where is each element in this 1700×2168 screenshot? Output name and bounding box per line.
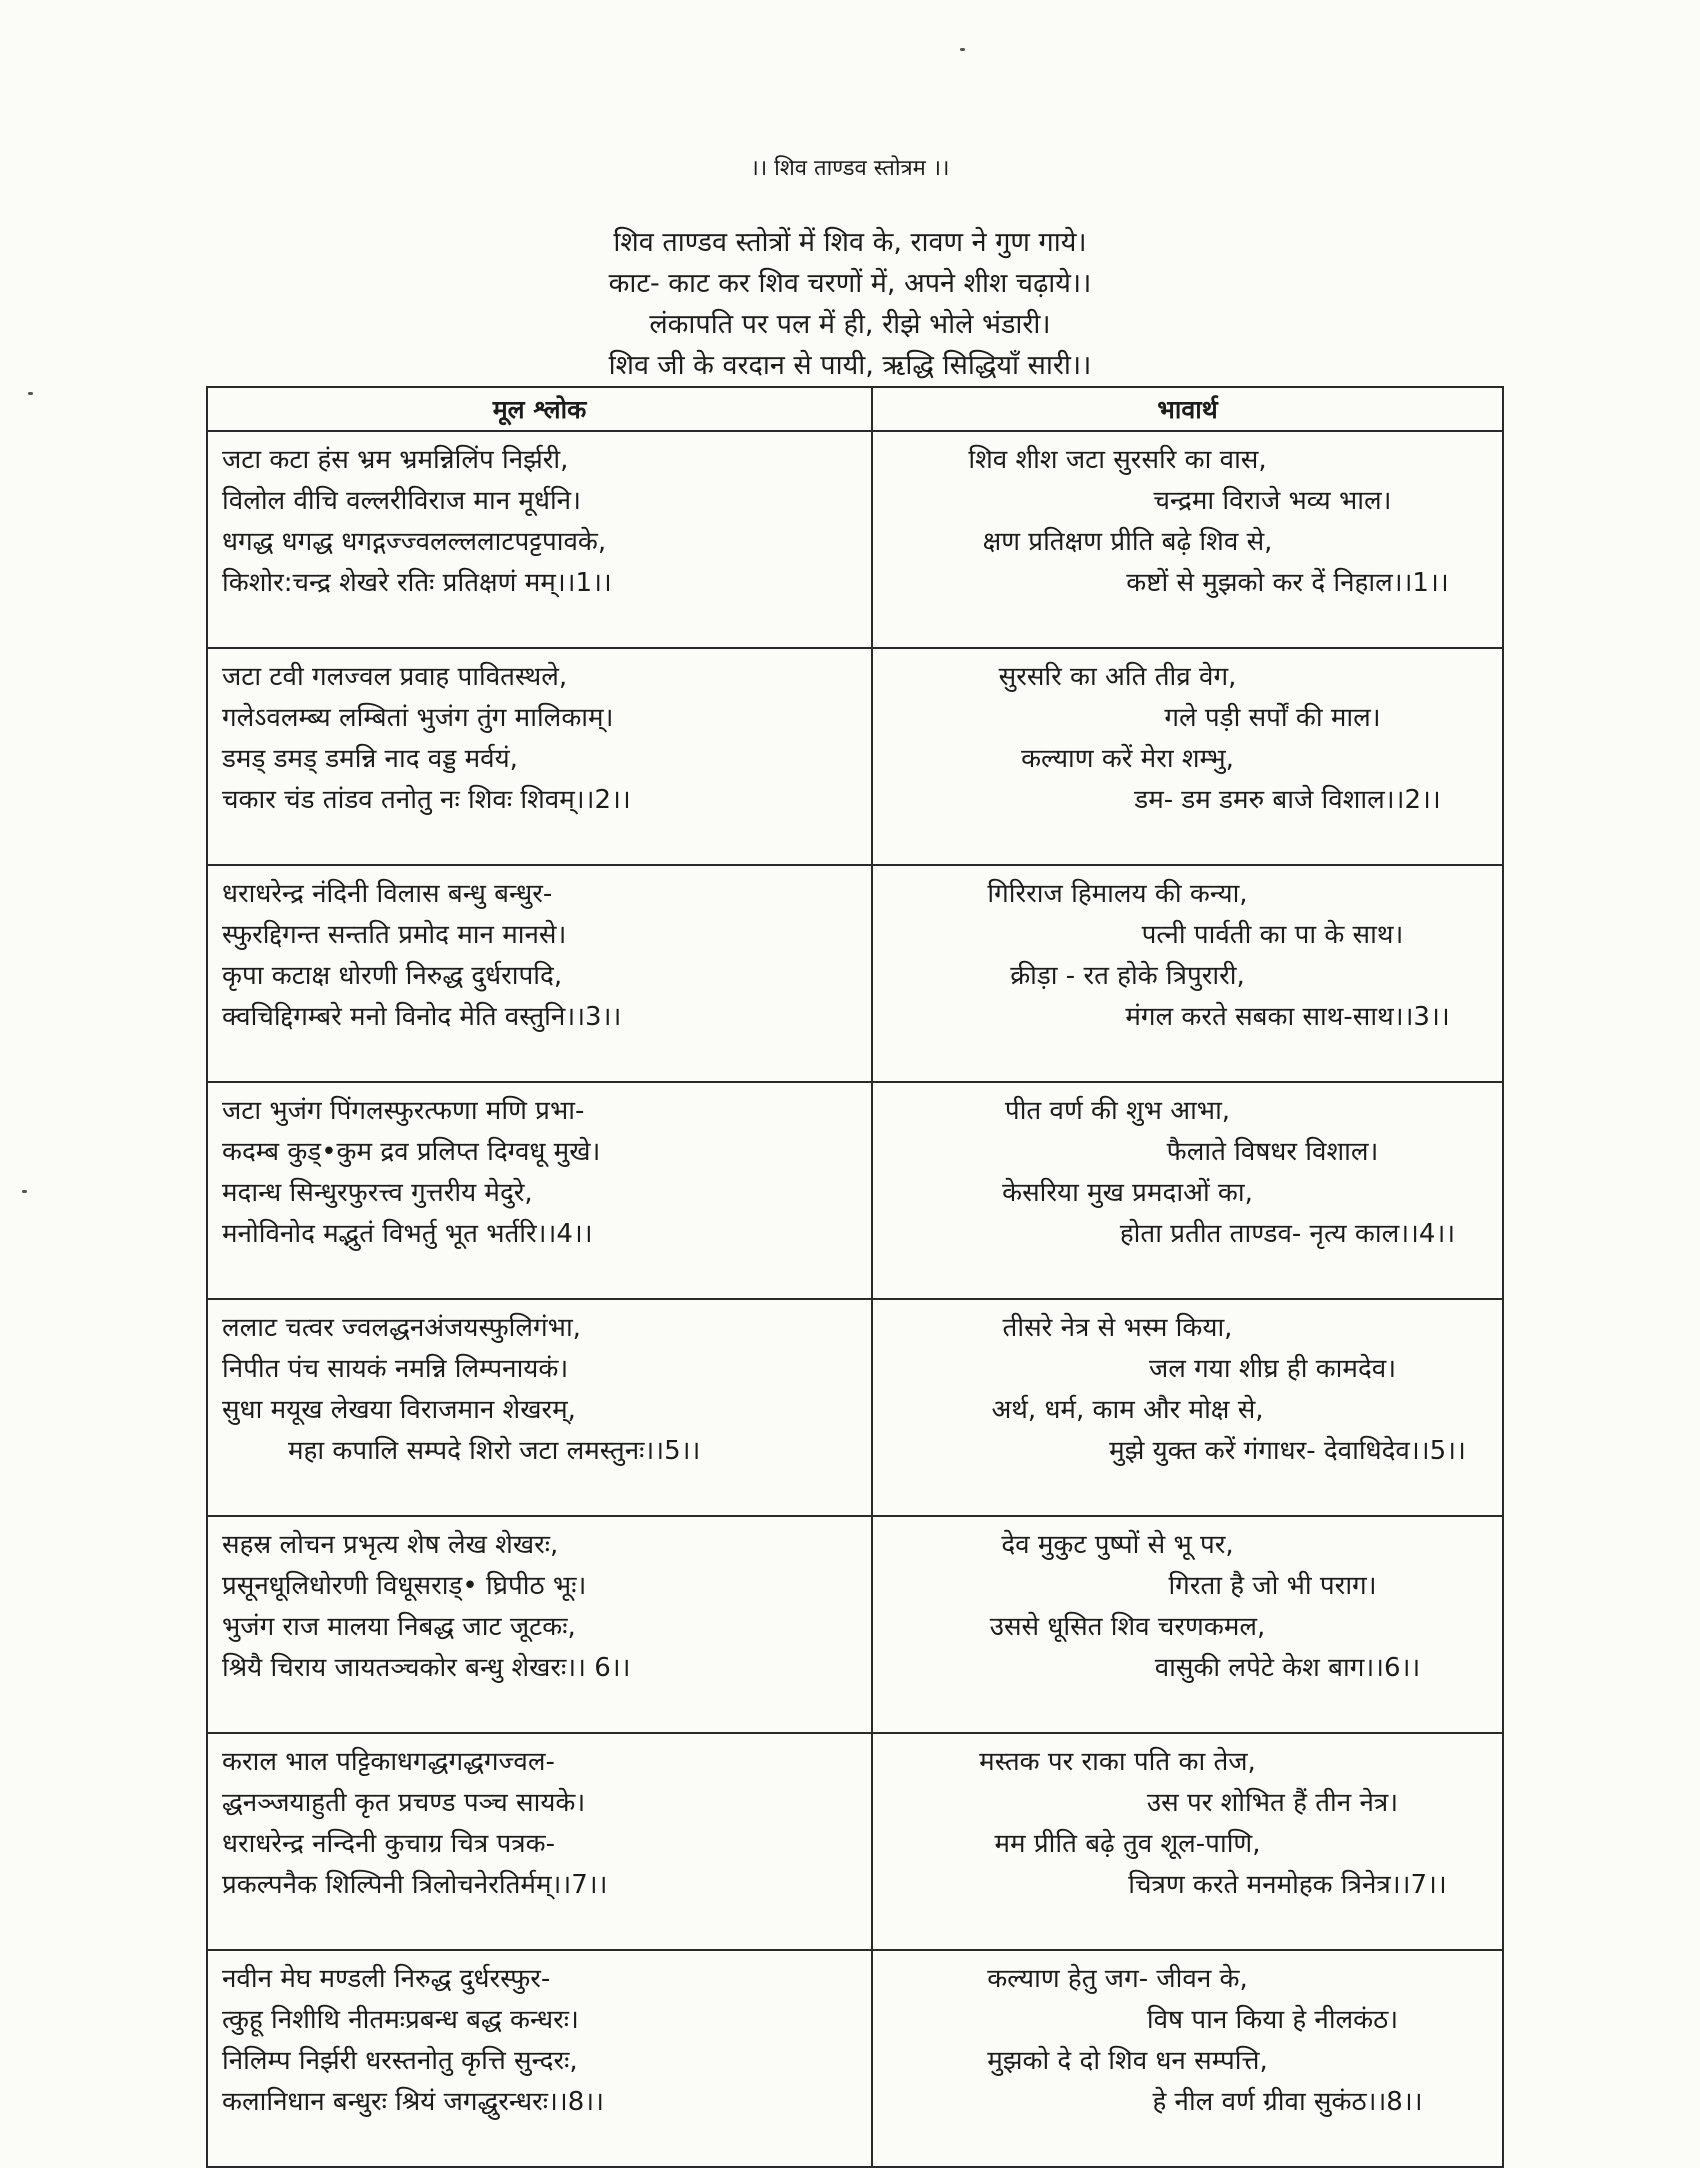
shloka-line: निलिम्प निर्झरी धरस्तनोतु कृत्ति सुन्दरः, [222,2046,578,2076]
shloka-line: किशोर:चन्द्र शेखरे रतिः प्रतिक्षणं मम्।।1।। [222,568,612,598]
meaning-line: वासुकी लपेटे केश बाग।।6।। [1154,1653,1421,1683]
shloka-line: कराल भाल पट्टिकाधगद्धगद्धगज्वल- [222,1747,555,1777]
shloka-line: जटा टवी गलज्वल प्रवाह पावितस्थले, [222,662,568,692]
shloka-line: धराधरेन्द्र नंदिनी विलास बन्धु बन्धुर- [222,879,553,909]
meaning-line: सुरसरि का अति तीव्र वेग, [998,662,1237,692]
meaning-line: हे नील वर्ण ग्रीवा सुकंठ।।8।। [1152,2087,1423,2117]
meaning-cell [872,1733,1503,1950]
scan-speck [960,48,965,51]
meaning-line: मम प्रीति बढ़े तुव शूल-पाणि, [994,1829,1261,1859]
shloka-line: धराधरेन्द्र नन्दिनी कुचाग्र चित्र पत्रक- [222,1829,555,1859]
original-shloka-cell [207,1299,872,1516]
original-shloka-cell [207,431,872,648]
table-row [207,1516,1503,1733]
meaning-line: पीत वर्ण की शुभ आभा, [1004,1096,1231,1126]
meaning-line: तीसरे नेत्र से भस्म किया, [1002,1313,1233,1343]
meaning-line: पत्नी पार्वती का पा के साथ। [1141,920,1404,950]
meaning-cell [872,1082,1503,1299]
shloka-line: भुजंग राज मालया निबद्ध जाट जूटकः, [222,1612,576,1642]
meaning-line: गले पड़ी सर्पों की माल। [1164,703,1381,733]
meaning-cell [872,1950,1503,2167]
shloka-line: विलोल वीचि वल्लरीविराज मान मूर्धनि। [222,486,581,516]
shloka-line: प्रसूनधूलिधोरणी विधूसराड्• घ्रिपीठ भूः। [222,1571,587,1601]
original-shloka-cell [207,1082,872,1299]
meaning-cell [872,431,1503,648]
meaning-line: कल्याण हेतु जग- जीवन के, [987,1964,1248,1994]
intro-line: शिव ताण्डव स्तोत्रों में शिव के, रावण ने गुण गाये। [613,227,1087,258]
meaning-line: उससे धूसित शिव चरणकमल, [989,1612,1266,1642]
meaning-line: जल गया शीघ्र ही कामदेव। [1148,1354,1397,1384]
scan-speck [22,1190,27,1193]
scan-speck [28,392,33,395]
table-row [207,1733,1503,1950]
shloka-line: कृपा कटाक्ष धोरणी निरुद्ध दुर्धरापदि, [222,961,563,991]
meaning-line: शिव शीश जटा सुरसरि का वास, [968,445,1267,475]
shloka-line: क्वचिद्दिगम्बरे मनो विनोद मेति वस्तुनि।।3।। [222,1002,622,1032]
meaning-line: अर्थ, धर्म, काम और मोक्ष से, [991,1395,1264,1425]
meaning-line: चित्रण करते मनमोहक त्रिनेत्र।।7।। [1128,1870,1447,1900]
meaning-line: कष्टों से मुझको कर दें निहाल।।1।। [1126,568,1449,598]
meaning-line: डम- डम डमरु बाजे विशाल।।2।। [1134,785,1441,815]
shloka-line: कलानिधान बन्धुरः श्रियं जगद्धुरन्धरः।।8।। [222,2087,604,2117]
shloka-line: मदान्ध सिन्धुरफुरत्त्व गुत्तरीय मेदुरे, [222,1178,533,1208]
intro-line: काट- काट कर शिव चरणों में, अपने शीश चढ़ाये।। [608,268,1092,299]
meaning-cell [872,1516,1503,1733]
table-row [207,865,1503,1082]
shloka-line: मनोविनोद मद्भुतं विभर्तु भूत भर्तरि।।4।। [222,1219,593,1249]
table-row [207,1299,1503,1516]
meaning-cell [872,648,1503,865]
meaning-line: होता प्रतीत ताण्डव- नृत्य काल।।4।। [1119,1219,1456,1249]
shloka-line: नवीन मेघ मण्डली निरुद्ध दुर्धरस्फुर- [222,1964,551,1994]
page-title: ।। शिव ताण्डव स्तोत्रम ।। [750,156,950,181]
meaning-line: फैलाते विषधर विशाल। [1166,1137,1379,1167]
meaning-line: कल्याण करें मेरा शम्भु, [1021,744,1234,774]
shloka-line: महा कपालि सम्पदे शिरो जटा लमस्तुनः।।5।। [288,1436,701,1466]
meaning-line: मुझको दे दो शिव धन सम्पत्ति, [987,2046,1268,2076]
shloka-line: सुधा मयूख लेखया विराजमान शेखरम्, [222,1395,576,1425]
intro-verse [0,222,1700,386]
shloka-line: गलेऽवलम्ब्य लम्बितां भुजंग तुंग मालिकाम्। [222,703,614,733]
table-row [207,1950,1503,2167]
meaning-line: मुझे युक्त करें गंगाधर- देवाधिदेव।।5।। [1109,1436,1466,1466]
shloka-line: धगद्ध धगद्ध धगद्गज्ज्वलल्ललाटपट्टपावके, [222,527,607,557]
shloka-line: चकार चंड तांडव तनोतु नः शिवः शिवम्।।2।। [222,785,631,815]
shloka-line: द्धनञ्जयाहुती कृत प्रचण्ड पञ्च सायके। [222,1788,586,1818]
meaning-line: विष पान किया हे नीलकंठ। [1146,2005,1399,2035]
meaning-line: मंगल करते सबका साथ-साथ।।3।। [1125,1002,1450,1032]
shloka-line: जटा भुजंग पिंगलस्फुरत्फणा मणि प्रभा- [222,1096,585,1126]
meaning-line: क्रीड़ा - रत होके त्रिपुरारी, [1010,961,1245,991]
shloka-line: कदम्ब कुड्•कुम द्रव प्रलिप्त दिग्वधू मुखे। [222,1137,601,1167]
shloka-line: डमड् डमड् डमन्नि नाद वड्ड मर्वयं, [222,744,518,774]
meaning-line: चन्द्रमा विराजे भव्य भाल। [1153,486,1392,516]
meaning-line: गिरता है जो भी पराग। [1168,1571,1377,1601]
shloka-line: सहस्र लोचन प्रभृत्य शेष लेख शेखरः, [222,1530,559,1560]
shloka-table [206,386,1504,2168]
intro-line: लंकापति पर पल में ही, रीझे भोले भंडारी। [649,309,1051,340]
table-header-row [207,387,1503,431]
meaning-line: क्षण प्रतिक्षण प्रीति बढ़े शिव से, [982,527,1273,557]
table-row [207,431,1503,648]
table-row [207,1082,1503,1299]
shloka-line: ललाट चत्वर ज्वलद्धनअंजयस्फुलिगंभा, [222,1313,581,1343]
header-original-shloka: मूल श्लोक [207,387,872,431]
shloka-line: निपीत पंच सायकं नमन्नि लिम्पनायकं। [222,1354,569,1384]
shloka-line: स्फुरद्दिगन्त सन्तति प्रमोद मान मानसे। [222,920,567,950]
meaning-line: मस्तक पर राका पति का तेज, [979,1747,1256,1777]
meaning-cell [872,1299,1503,1516]
shloka-line: श्रियै चिराय जायतञ्चकोर बन्धु शेखरः।। 6।। [222,1653,631,1683]
shloka-line: जटा कटा हंस भ्रम भ्रमन्निलिंप निर्झरी, [222,445,569,475]
original-shloka-cell [207,1516,872,1733]
table-row [207,648,1503,865]
original-shloka-cell [207,1950,872,2167]
shloka-line: प्रकल्पनैक शिल्पिनी त्रिलोचनेरतिर्मम्।।7।। [222,1870,608,1900]
original-shloka-cell [207,648,872,865]
original-shloka-cell [207,865,872,1082]
meaning-line: देव मुकुट पुष्पों से भू पर, [1001,1530,1234,1560]
meaning-line: केसरिया मुख प्रमदाओं का, [1002,1178,1253,1208]
shloka-line: त्कुहू निशीथि नीतमःप्रबन्ध बद्ध कन्धरः। [222,2005,579,2035]
original-shloka-cell [207,1733,872,1950]
intro-line: शिव जी के वरदान से पायी, ऋद्धि सिद्धियाँ सारी।। [608,350,1092,381]
meaning-cell [872,865,1503,1082]
meaning-line: उस पर शोभित हैं तीन नेत्र। [1146,1788,1399,1818]
header-meaning: भावार्थ [872,387,1503,431]
meaning-line: गिरिराज हिमालय की कन्या, [987,879,1248,909]
